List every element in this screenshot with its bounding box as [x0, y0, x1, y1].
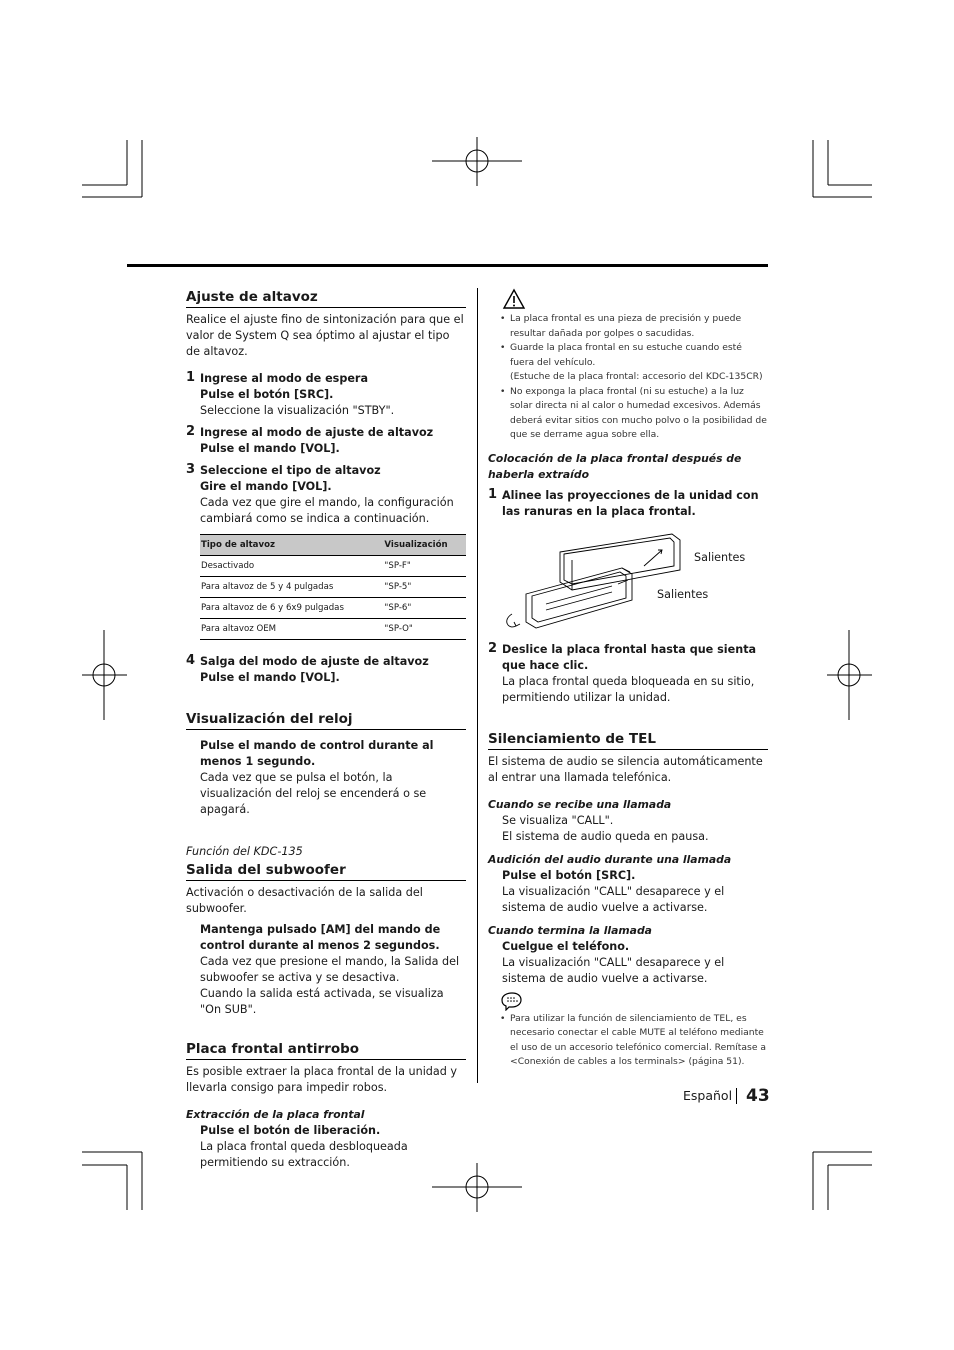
table-cell: Para altavoz de 5 y 4 pulgadas — [200, 577, 383, 598]
tel-text: El sistema de audio queda en pausa. — [502, 829, 709, 843]
step-number: 1 — [186, 370, 196, 385]
step-2 — [186, 425, 466, 457]
tel-text: Se visualiza "CALL". — [502, 813, 614, 827]
subwoofer-desc: Cada vez que presione el mando, la Salida del subwoofer se activa y se desactiva. — [200, 955, 460, 984]
reloj-desc: Cada vez que se pulsa el botón, la visualización del reloj se encenderá o se apagará. — [200, 771, 427, 816]
step-text: Deslice la placa frontal hasta que sienta que hace clic. — [502, 642, 757, 672]
table-cell: "SP-5" — [383, 577, 466, 598]
footer-language: Español — [683, 1088, 733, 1103]
subwoofer-action: Mantenga pulsado [AM] del mando de control durante al menos 2 segundos. — [200, 923, 441, 952]
section-title-subwoofer: Salida del subwoofer — [186, 861, 466, 881]
warning-triangle-icon — [502, 288, 526, 310]
list-item: • Guarde la placa frontal en su estuche cuando esté fuera del vehículo. — [488, 341, 768, 370]
subwoofer-intro: Activación o desactivación de la salida del subwoofer. — [186, 886, 423, 915]
reloj-action: Pulse el mando de control durante al menos 1 segundo. — [200, 739, 434, 768]
tel-note — [488, 1012, 768, 1070]
note-speech-icon — [500, 991, 524, 1011]
table-row — [200, 577, 466, 598]
step-text: Alinee las proyecciones de la unidad con las ranuras en la placa frontal. — [502, 488, 759, 518]
step-text: Ingrese al modo de espera — [200, 372, 368, 385]
figure-label: Salientes — [694, 550, 746, 564]
step-2 — [488, 642, 768, 706]
step-text: Pulse el mando [VOL]. — [200, 442, 340, 455]
placa-intro: Es posible extraer la placa frontal de la unidad y llevarla consigo para impedir robos. — [186, 1065, 458, 1094]
column-divider — [477, 288, 478, 1083]
section-title-ajuste: Ajuste de altavoz — [186, 288, 466, 308]
step-4 — [186, 654, 466, 686]
step-text: Pulse el botón [SRC]. — [200, 388, 334, 401]
figure-label: Salientes — [657, 587, 709, 601]
ajuste-intro: Realice el ajuste fino de sintonización para que el valor de System Q sea óptimo al ajustar el tipo de altavoz. — [186, 313, 464, 358]
left-column — [186, 288, 466, 1171]
list-item: • No exponga la placa frontal (ni su estuche) a la luz solar directa ni al calor o humedad excesivos. Además deberá evitar sitios con mucho polvo o la posibilidad de que se derrame agua sobre ella. — [488, 385, 768, 443]
table-cell: Para altavoz de 6 y 6x9 pulgadas — [200, 598, 383, 619]
colocacion-subheading: Colocación de la placa frontal después de haberla extraído — [488, 451, 742, 481]
table-header-row — [200, 535, 466, 556]
step-desc: Seleccione la visualización "STBY". — [200, 404, 395, 417]
faceplate-illustration — [502, 530, 702, 630]
tel-subheading: Audición del audio durante una llamada — [488, 852, 732, 866]
table-header: Visualización — [383, 535, 466, 556]
list-item-note: (Estuche de la placa frontal: accesorio del KDC-135CR) — [510, 371, 763, 382]
section-title-tel: Silenciamiento de TEL — [488, 730, 768, 750]
placa-action: Pulse el botón de liberación. — [200, 1124, 381, 1137]
tel-subheading: Cuando se recibe una llamada — [488, 797, 672, 811]
step-number: 1 — [488, 486, 498, 502]
table-cell: Desactivado — [200, 556, 383, 577]
page-number: 43 — [746, 1086, 770, 1106]
tel-desc: La visualización "CALL" desaparece y el sistema de audio vuelve a activarse. — [502, 955, 725, 985]
step-text: Pulse el mando [VOL]. — [200, 671, 340, 684]
subwoofer-desc: Cuando la salida está activada, se visualiza "On SUB". — [200, 987, 444, 1016]
model-note: Función del KDC-135 — [186, 845, 303, 858]
step-desc: La placa frontal queda bloqueada en su sitio, permitiendo utilizar la unidad. — [502, 674, 755, 704]
step-text: Seleccione el tipo de altavoz — [200, 464, 381, 477]
placa-subheading: Extracción de la placa frontal — [186, 1108, 365, 1121]
tel-desc: La visualización "CALL" desaparece y el sistema de audio vuelve a activarse. — [502, 884, 725, 914]
table-row — [200, 556, 466, 577]
step-3 — [186, 463, 466, 527]
table-header: Tipo de altavoz — [200, 535, 383, 556]
list-item: • Para utilizar la función de silenciamiento de TEL, es necesario conectar el cable MUTE al teléfono mediante el uso de un accesorio telefónico comercial. Remítase a <Conexión de cables a los terminals> (página 51). — [488, 1012, 768, 1070]
tel-action: Cuelgue el teléfono. — [502, 939, 630, 953]
table-row — [200, 598, 466, 619]
step-text: Ingrese al modo de ajuste de altavoz — [200, 426, 434, 439]
tel-action: Pulse el botón [SRC]. — [502, 868, 636, 882]
table-row — [200, 619, 466, 640]
step-number: 3 — [186, 462, 196, 477]
section-title-reloj: Visualización del reloj — [186, 710, 466, 730]
section-title-placa: Placa frontal antirrobo — [186, 1040, 466, 1060]
tel-intro: El sistema de audio se silencia automáticamente al entrar una llamada telefónica. — [488, 754, 763, 784]
step-1 — [186, 371, 466, 419]
table-cell: Para altavoz OEM — [200, 619, 383, 640]
step-text: Salga del modo de ajuste de altavoz — [200, 655, 429, 668]
table-cell: "SP-F" — [383, 556, 466, 577]
footer-separator — [736, 1088, 737, 1104]
step-1 — [488, 488, 768, 520]
step-text: Gire el mando [VOL]. — [200, 480, 332, 493]
step-desc: Cada vez que gire el mando, la configuración cambiará como se indica a continuación. — [200, 496, 454, 525]
step-number: 2 — [186, 424, 196, 439]
list-item: • La placa frontal es una pieza de precisión y puede resultar dañada por golpes o sacudidas. — [488, 312, 768, 341]
step-number: 2 — [488, 640, 498, 656]
table-cell: "SP-O" — [383, 619, 466, 640]
faceplate-figure — [488, 524, 768, 640]
warning-list — [488, 312, 768, 443]
table-cell: "SP-6" — [383, 598, 466, 619]
speaker-table — [200, 534, 466, 640]
step-number: 4 — [186, 653, 196, 668]
header-rule — [127, 264, 768, 267]
right-column — [488, 288, 768, 1070]
tel-subheading: Cuando termina la llamada — [488, 923, 652, 937]
placa-desc: La placa frontal queda desbloqueada permitiendo su extracción. — [200, 1140, 408, 1169]
